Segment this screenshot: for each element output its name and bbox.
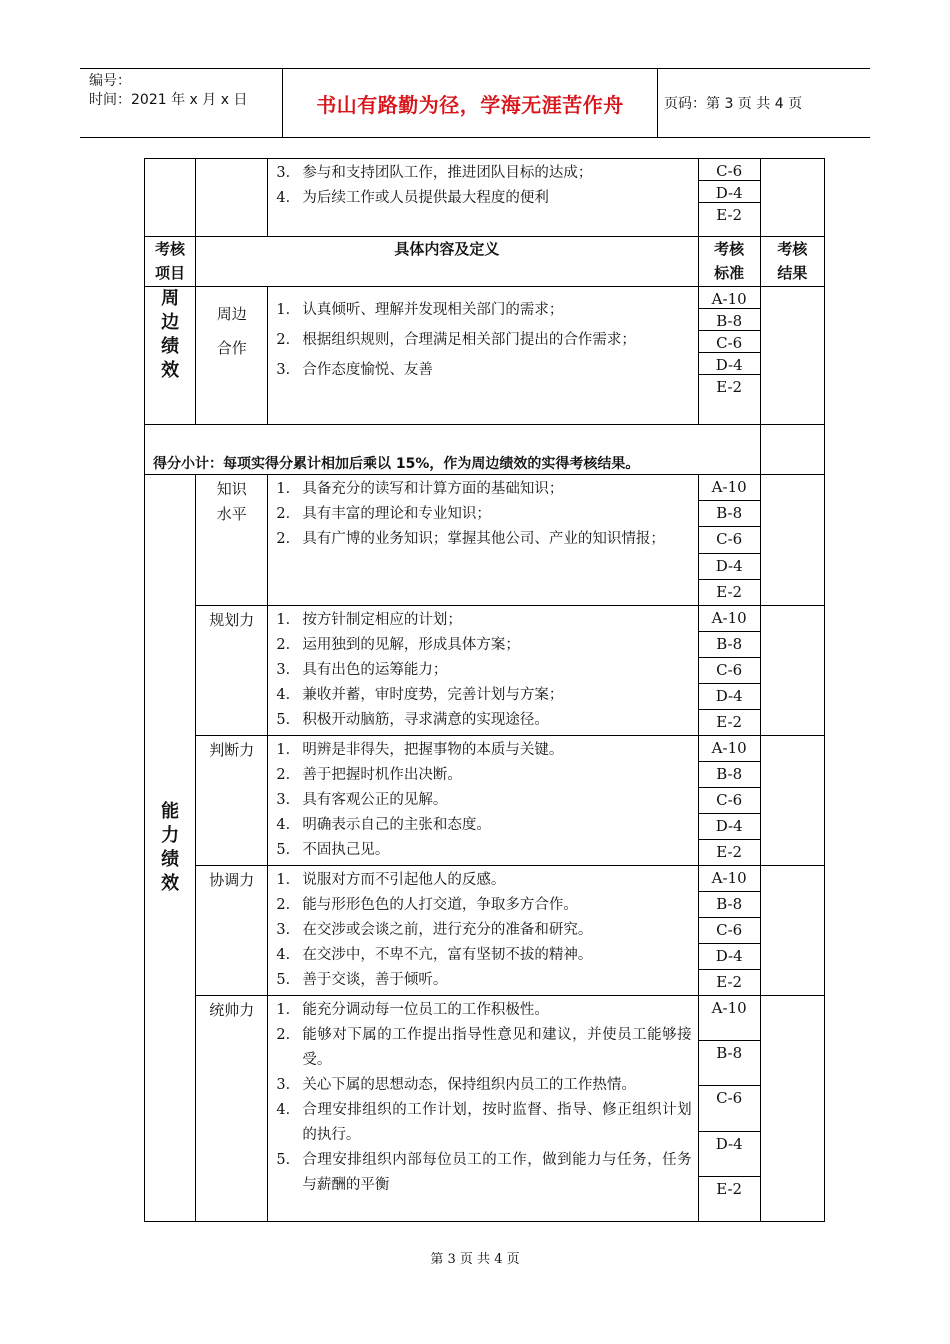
item-number: 3．: [276, 1077, 301, 1093]
grade-cell: A-10: [699, 736, 760, 762]
list-item: [276, 633, 691, 658]
grade-cell: B-8: [699, 632, 760, 658]
item-number: 3．: [276, 662, 301, 678]
header-result: 考核结果: [760, 237, 824, 287]
grade-list: [699, 996, 760, 1221]
item-text: 能与形形色色的人打交道，争取多方合作。: [302, 897, 578, 913]
item-number: 2．: [276, 637, 301, 653]
grade-cell: C-6: [699, 159, 760, 181]
grade-cell: A-10: [699, 866, 760, 892]
content-cell: [268, 736, 698, 866]
item-text: 合作态度愉悦、友善: [302, 362, 433, 378]
result-cell: [760, 866, 824, 996]
item-number: 5．: [276, 842, 301, 858]
list-item: [276, 1098, 691, 1148]
table-row: [145, 606, 825, 736]
item-number: 1．: [276, 481, 301, 497]
grade-cell: D-4: [699, 181, 760, 203]
grade-cell: E-2: [716, 843, 743, 861]
subtotal-cell: [145, 425, 761, 475]
grade-list: [699, 475, 760, 605]
result-cell: [760, 736, 824, 866]
standard-cell: [698, 996, 760, 1222]
grade-cell: D-4: [699, 353, 760, 375]
grade-cell: C-6: [699, 331, 760, 353]
result-cell: [760, 475, 824, 606]
content-cell: [268, 287, 698, 425]
item-list: [268, 287, 697, 387]
standard-cell: [698, 736, 760, 866]
item-number: 3．: [276, 922, 301, 938]
list-item: [276, 355, 691, 385]
item-text: 具有客观公正的见解。: [302, 792, 448, 808]
category-ability: 能力绩效: [161, 801, 180, 894]
item-text: 参与和支持团队工作，推进团队目标的达成；: [302, 165, 593, 181]
grade-cell: A-10: [699, 996, 760, 1041]
grade-cell: A-10: [699, 475, 760, 501]
header-page-code: 页码：第 3 页 共 4 页: [664, 96, 803, 112]
content-cell: [268, 996, 698, 1222]
item-number: 2．: [276, 531, 301, 547]
result-cell: [760, 996, 824, 1222]
list-item: [276, 918, 691, 943]
list-item: [276, 868, 691, 893]
item-number: 4．: [276, 190, 301, 206]
content-cell: [268, 606, 698, 736]
item-list: [268, 736, 697, 865]
grade-cell: D-4: [699, 1132, 760, 1177]
table-row: [145, 866, 825, 996]
result-cell: [760, 159, 824, 237]
sub-item-label: 规划力: [209, 611, 255, 629]
grade-cell: E-2: [716, 378, 743, 396]
grade-cell: C-6: [699, 788, 760, 814]
item-text: 合理安排组织内部每位员工的工作，做到能力与任务，任务与薪酬的平衡: [302, 1152, 692, 1193]
grade-cell: D-4: [699, 684, 760, 710]
header-assessment-item: 考核项目: [145, 237, 196, 287]
sub-cell: [196, 736, 268, 866]
category-peripheral: 周边绩效: [161, 288, 180, 381]
sub-cell: [196, 475, 268, 606]
sub-item-label: 协调力: [209, 871, 255, 889]
result-cell: [760, 425, 824, 475]
result-cell: [760, 287, 824, 425]
grade-cell: B-8: [699, 309, 760, 331]
item-list: [268, 475, 697, 554]
item-text: 具备充分的读写和计算方面的基础知识；: [302, 481, 564, 497]
item-number: 5．: [276, 972, 301, 988]
category-cell: [145, 475, 196, 1222]
table-row: [145, 287, 825, 425]
list-item: [276, 658, 691, 683]
standard-cell: [698, 287, 760, 425]
item-list: [268, 996, 697, 1200]
item-number: 4．: [276, 687, 301, 703]
list-item: [276, 186, 691, 211]
item-number: 2．: [276, 1027, 301, 1043]
list-item: [276, 763, 691, 788]
item-text: 在交涉或会谈之前，进行充分的准备和研究。: [302, 922, 593, 938]
sub-item-label: 知识水平: [216, 480, 247, 523]
list-item: [276, 161, 691, 186]
grade-list: [699, 606, 760, 735]
grade-list: [699, 736, 760, 865]
list-item: [276, 893, 691, 918]
grade-cell: E-2: [716, 206, 743, 224]
result-cell: [760, 606, 824, 736]
item-text: 运用独到的见解，形成具体方案；: [302, 637, 520, 653]
item-text: 兼收并蓄，审时度势，完善计划与方案；: [302, 687, 564, 703]
grade-cell: E-2: [716, 582, 743, 601]
table-row: [145, 475, 825, 606]
sub-cell: [196, 606, 268, 736]
list-item: [276, 502, 691, 527]
list-item: [276, 998, 691, 1023]
grade-cell: B-8: [699, 762, 760, 788]
assessment-table: [144, 158, 825, 1222]
item-number: 2．: [276, 897, 301, 913]
grade-cell: A-10: [699, 287, 760, 309]
grade-cell: C-6: [699, 527, 760, 553]
page-footer: 第 3 页 共 4 页: [430, 1252, 520, 1267]
list-item: [276, 477, 691, 502]
standard-cell: [698, 475, 760, 606]
grade-cell: E-2: [716, 973, 743, 991]
item-text: 善于交谈，善于倾听。: [302, 972, 448, 988]
subtotal-text: 得分小计：每项实得分累计相加后乘以 15%，作为周边绩效的实得考核结果。: [153, 456, 640, 472]
grade-cell: B-8: [699, 1041, 760, 1086]
grade-cell: D-4: [699, 944, 760, 970]
item-number: 1．: [276, 872, 301, 888]
list-item: [276, 838, 691, 863]
item-number: 5．: [276, 1152, 301, 1168]
item-text: 具有广博的业务知识；掌握其他公司、产业的知识情报；: [302, 531, 665, 547]
item-number: 1．: [276, 742, 301, 758]
sub-peripheral: 周边合作: [216, 305, 247, 357]
standard-cell: [698, 159, 760, 237]
item-text: 具有丰富的理论和专业知识；: [302, 506, 491, 522]
item-text: 积极开动脑筋，寻求满意的实现途径。: [302, 712, 549, 728]
grade-cell: C-6: [699, 658, 760, 684]
sub-cell: [196, 287, 268, 425]
sub-cell: [196, 996, 268, 1222]
list-item: [276, 788, 691, 813]
grade-cell: A-10: [699, 606, 760, 632]
subtotal-row: [145, 425, 825, 475]
header-content: 具体内容及定义: [196, 237, 698, 287]
item-text: 说服对方而不引起他人的反感。: [302, 872, 506, 888]
sub-item-label: 判断力: [209, 741, 255, 759]
item-number: 3．: [276, 792, 301, 808]
item-text: 不固执己见。: [302, 842, 390, 858]
grade-cell: B-8: [699, 501, 760, 527]
table-row: [145, 996, 825, 1222]
content-cell: [268, 159, 698, 237]
page-header: [80, 68, 870, 138]
list-item: [276, 968, 691, 993]
list-item: [276, 295, 691, 325]
list-item: [276, 738, 691, 763]
item-text: 关心下属的思想动态，保持组织内员工的工作热情。: [302, 1077, 636, 1093]
grade-cell: D-4: [699, 814, 760, 840]
item-text: 能充分调动每一位员工的工作积极性。: [302, 1002, 549, 1018]
category-cell: [145, 287, 196, 425]
list-item: [276, 708, 691, 733]
grade-cell: C-6: [699, 918, 760, 944]
content-cell: [268, 866, 698, 996]
grade-cell: B-8: [699, 892, 760, 918]
category-cell: [145, 159, 196, 237]
number-label: 编号：: [89, 73, 131, 89]
list-item: [276, 1023, 691, 1073]
item-text: 按方针制定相应的计划；: [302, 612, 462, 628]
item-text: 认真倾听、理解并发现相关部门的需求；: [302, 302, 564, 318]
item-text: 善于把握时机作出决断。: [302, 767, 462, 783]
item-number: 4．: [276, 817, 301, 833]
item-number: 4．: [276, 947, 301, 963]
item-number: 3．: [276, 362, 301, 378]
time-label: 时间：2021 年 x 月 x 日: [89, 92, 248, 108]
item-list: [268, 866, 697, 995]
table-header-row: [145, 237, 825, 287]
grade-list: [699, 159, 760, 224]
list-item: [276, 608, 691, 633]
item-text: 为后续工作或人员提供最大程度的便利: [302, 190, 549, 206]
grade-cell: E-2: [716, 1179, 743, 1198]
sub-cell: [196, 866, 268, 996]
item-text: 明辨是非得失，把握事物的本质与关键。: [302, 742, 564, 758]
content-cell: [268, 475, 698, 606]
ability-section: [145, 475, 825, 1222]
item-text: 明确表示自己的主张和态度。: [302, 817, 491, 833]
table-row: [145, 159, 825, 237]
grade-cell: C-6: [699, 1086, 760, 1131]
list-item: [276, 683, 691, 708]
list-item: [276, 527, 691, 552]
item-list: [268, 606, 697, 735]
grade-list: [699, 866, 760, 995]
item-text: 根据组织规则，合理满足相关部门提出的合作需求；: [302, 332, 636, 348]
list-item: [276, 1148, 691, 1198]
grade-cell: E-2: [716, 713, 743, 731]
item-number: 5．: [276, 712, 301, 728]
item-number: 2．: [276, 767, 301, 783]
sub-item-label: 统帅力: [209, 1001, 255, 1019]
header-motto: 书山有路勤为径，学海无涯苦作舟: [282, 69, 658, 137]
list-item: [276, 325, 691, 355]
item-text: 具有出色的运筹能力；: [302, 662, 448, 678]
standard-cell: [698, 866, 760, 996]
header-meta: [80, 69, 282, 137]
item-number: 1．: [276, 302, 301, 318]
grade-list: [699, 287, 760, 396]
standard-cell: [698, 606, 760, 736]
item-text: 能够对下属的工作提出指导性意见和建议，并使员工能够接受。: [302, 1027, 692, 1068]
item-text: 在交涉中，不卑不亢，富有坚韧不拔的精神。: [302, 947, 593, 963]
item-number: 3．: [276, 165, 301, 181]
item-number: 2．: [276, 506, 301, 522]
item-number: 4．: [276, 1102, 301, 1118]
list-item: [276, 813, 691, 838]
header-standard: 考核标准: [698, 237, 760, 287]
list-item: [276, 943, 691, 968]
item-number: 1．: [276, 1002, 301, 1018]
grade-cell: D-4: [699, 554, 760, 580]
item-list: [268, 159, 697, 213]
table-row: [145, 736, 825, 866]
item-number: 1．: [276, 612, 301, 628]
item-number: 2．: [276, 332, 301, 348]
list-item: [276, 1073, 691, 1098]
item-text: 合理安排组织的工作计划，按时监督、指导、修正组织计划的执行。: [302, 1102, 692, 1143]
sub-cell: [196, 159, 268, 237]
